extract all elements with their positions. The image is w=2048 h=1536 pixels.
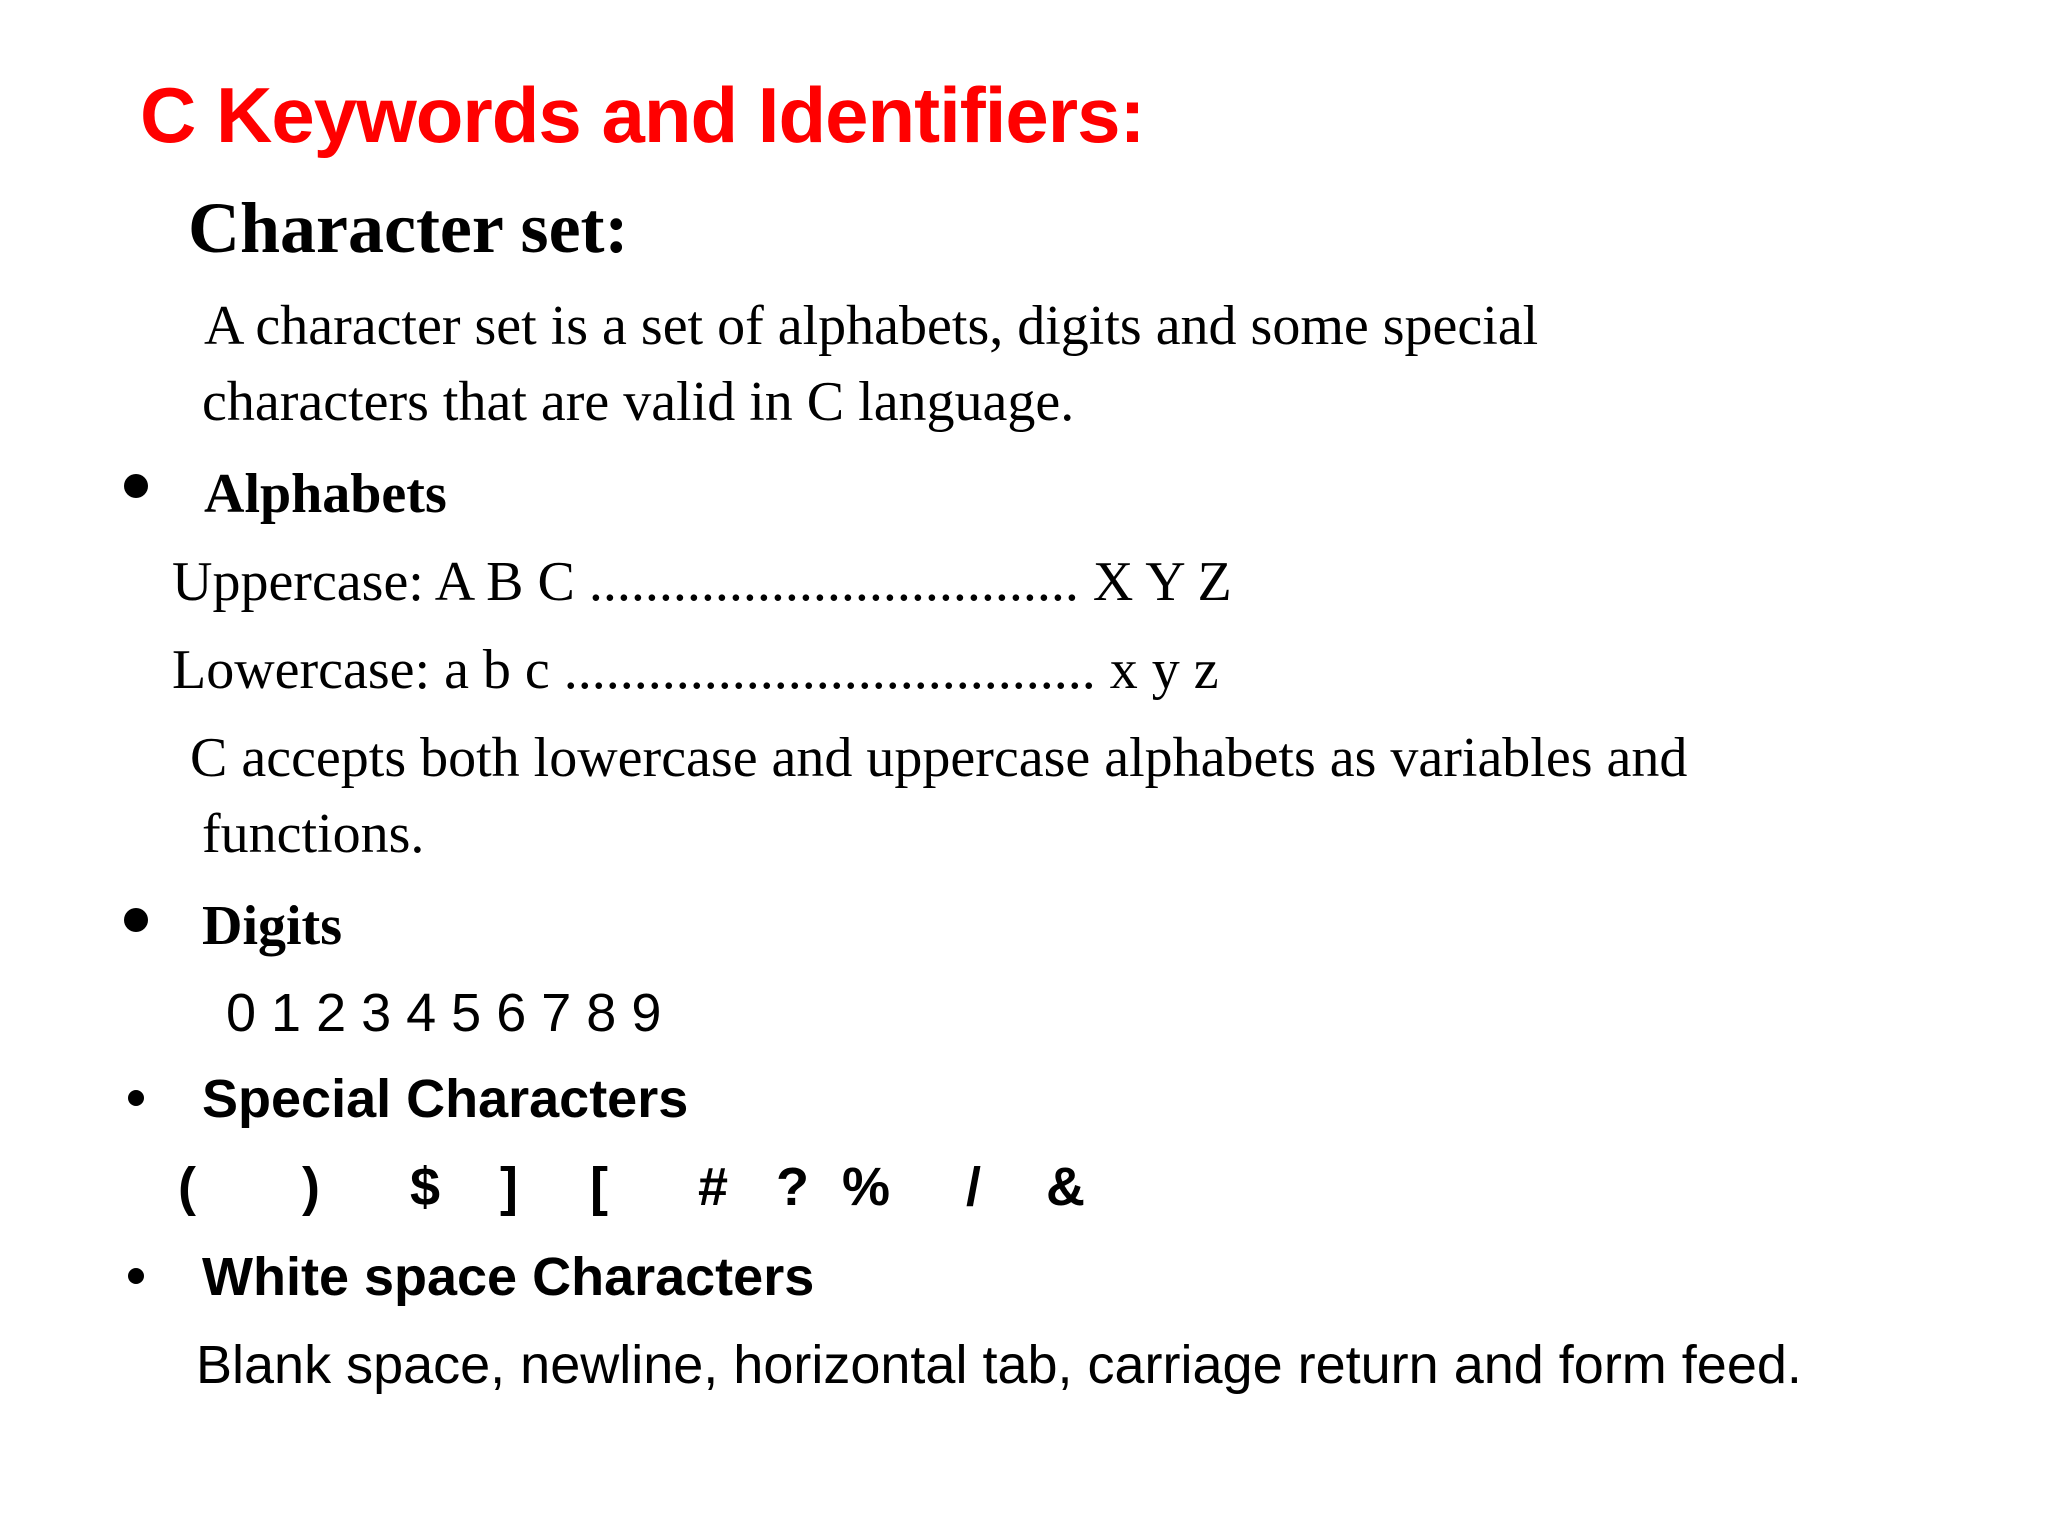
heading-special-characters: Special Characters bbox=[202, 1069, 689, 1129]
whitespace-description: Blank space, newline, horizontal tab, carriage return and form feed. bbox=[196, 1335, 1802, 1395]
slide-title: C Keywords and Identifiers: bbox=[140, 71, 1145, 159]
special-char: [ bbox=[590, 1157, 608, 1217]
special-char: % bbox=[842, 1157, 891, 1217]
special-char: # bbox=[698, 1157, 729, 1217]
special-char: ) bbox=[302, 1157, 320, 1217]
special-char: ( bbox=[178, 1157, 196, 1217]
special-char: / bbox=[966, 1157, 982, 1217]
lowercase-line: Lowercase: a b c ...................................... x y z bbox=[172, 639, 1219, 701]
special-char: $ bbox=[410, 1157, 441, 1217]
bullet-digits-icon bbox=[124, 908, 148, 932]
special-char: ] bbox=[500, 1157, 518, 1217]
digits-values: 0 1 2 3 4 5 6 7 8 9 bbox=[226, 983, 662, 1043]
section-heading-character-set: Character set: bbox=[188, 188, 629, 268]
bullet-special-icon bbox=[128, 1090, 144, 1106]
heading-digits: Digits bbox=[202, 895, 342, 957]
intro-line-1: A character set is a set of alphabets, digits and some special bbox=[204, 295, 1539, 357]
heading-white-space-characters: White space Characters bbox=[202, 1247, 815, 1307]
heading-alphabets: Alphabets bbox=[204, 463, 447, 525]
special-char: ? bbox=[776, 1157, 809, 1217]
bullet-whitespace-icon bbox=[128, 1268, 144, 1284]
uppercase-line: Uppercase: A B C ................................... X Y Z bbox=[172, 551, 1232, 613]
alphabets-note-line-2: functions. bbox=[202, 803, 425, 865]
special-char: & bbox=[1046, 1157, 1085, 1217]
alphabets-note-line-1: C accepts both lowercase and uppercase alphabets as variables and bbox=[190, 727, 1688, 789]
intro-line-2: characters that are valid in C language. bbox=[202, 371, 1075, 433]
bullet-alphabets-icon bbox=[124, 474, 148, 498]
